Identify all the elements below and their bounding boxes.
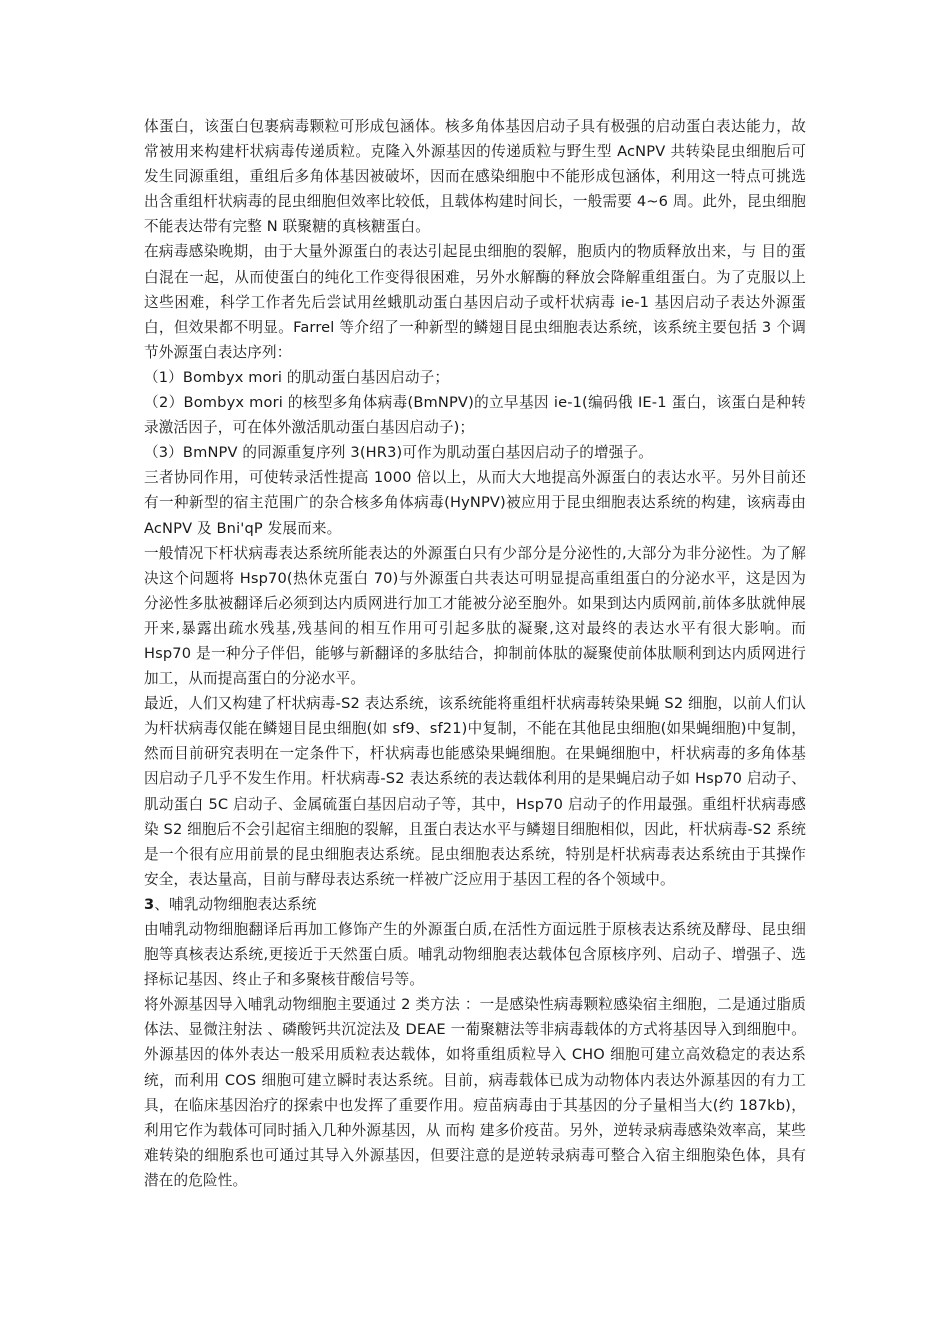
list-item-3: （3）BmNPV 的同源重复序列 3(HR3)可作为肌动蛋白基因启动子的增强子。 <box>144 444 654 462</box>
paragraph-synergy: 三者协同作用，可使转录活性提高 1000 倍以上，从而大大地提高外源蛋白的表达水平。另外目前还有一种新型的宿主范围广的杂合核多角体病毒(HyNPV)被应用于昆虫细胞表达系统的构建，该病毒由 AcNPV 及 Bni'qP 发展而来。 <box>144 469 806 537</box>
paragraph-late-infection: 在病毒感染晚期，由于大量外源蛋白的表达引起昆虫细胞的裂解，胞质内的物质释放出来，与 目的蛋白混在一起，从而使蛋白的纯化工作变得很困难，另外水解酶的释放会降解重组蛋白。为了克服以上这些困难，科学工作者先后尝试用丝蛾肌动蛋白基因启动子或杆状病毒 ie-1 基因启动子表达外源蛋白，但效果都不明显。Farrel 等介绍了一种新型的鳞翅目昆虫细胞表达系统，该系统主要包括 3 个调节外源蛋白表达序列： <box>144 243 806 361</box>
document-body <box>144 114 806 1193</box>
section-title: 、哺乳动物细胞表达系统 <box>154 895 317 913</box>
section-heading <box>144 892 806 917</box>
paragraph-mammalian-intro: 由哺乳动物细胞翻译后再加工修饰产生的外源蛋白质,在活性方面远胜于原核表达系统及酵母、昆虫细胞等真核表达系统,更接近于天然蛋白质。哺乳动物细胞表达载体包含原核序列、启动子、增强子、选择标记基因、终止子和多聚核苷酸信号等。 <box>144 921 806 989</box>
section-number: 3 <box>144 895 155 913</box>
list-item-2: （2）Bombyx mori 的核型多角体病毒(BmNPV)的立早基因 ie-1(编码俄 IE-1 蛋白，该蛋白是种转录激活因子，可在体外激活肌动蛋白基因启动子)； <box>144 394 806 437</box>
paragraph-s2-system: 最近，人们又构建了杆状病毒-S2 表达系统，该系统能将重组杆状病毒转染果蝇 S2 细胞，以前人们认为杆状病毒仅能在鳞翅目昆虫细胞(如 sf9、sf21)中复制，不能在其他昆虫细胞(如果蝇细胞)中复制，然而目前研究表明在一定条件下，杆状病毒也能感染果蝇细胞。在果蝇细胞中，杆状病毒的多角体基因启动子几乎不发生作用。杆状病毒-S2 表达系统的表达载体利用的是果蝇启动子如 Hsp70 启动子、肌动蛋白 5C 启动子、金属硫蛋白基因启动子等，其中，Hsp70 启动子的作用最强。重组杆状病毒感染 S2 细胞后不会引起宿主细胞的裂解，且蛋白表达水平与鳞翅目细胞相似，因此，杆状病毒-S2 系统是一个很有应用前景的昆虫细胞表达系统。昆虫细胞表达系统，特别是杆状病毒表达系统由于其操作安全，表达量高，目前与酵母表达系统一样被广泛应用于基因工程的各个领域中。 <box>144 695 806 888</box>
paragraph-hsp70: 一般情况下杆状病毒表达系统所能表达的外源蛋白只有少部分是分泌性的,大部分为非分泌性。为了解决这个问题将 Hsp70(热休克蛋白 70)与外源蛋白共表达可明显提高重组蛋白的分泌水平，这是因为分泌性多肽被翻译后必须到达内质网进行加工才能被分泌至胞外。如果到达内质网前,前体多肽就伸展开来,暴露出疏水残基,残基间的相互作用可引起多肽的凝聚,这对最终的表达水平有很大影响。而 Hsp70 是一种分子伴侣，能够与新翻译的多肽结合，抑制前体肽的凝聚使前体肽顺利到达内质网进行加工，从而提高蛋白的分泌水平。 <box>144 544 806 688</box>
paragraph-gene-transfer: 将外源基因导入哺乳动物细胞主要通过 2 类方法 ：一是感染性病毒颗粒感染宿主细胞，二是通过脂质体法、显微注射法 、磷酸钙共沉淀法及 DEAE 一葡聚糖法等非病毒载体的方式将基因导入到细胞中。外源基因的体外表达一般采用质粒表达载体，如将重组质粒导入 CHO 细胞可建立高效稳定的表达系统，而利用 COS 细胞可建立瞬时表达系统。目前，病毒载体已成为动物体内表达外源基因的有力工具，在临床基因治疗的探索中也发挥了重要作用。痘苗病毒由于其基因的分子量相当大(约 187kb)，利用它作为载体可同时插入几种外源基因，从 而构 建多价疫苗。另外，逆转录病毒感染效率高，某些难转染的细胞系也可通过其导入外源基因，但要注意的是逆转录病毒可整合入宿主细胞染色体，具有潜在的危险性。 <box>144 996 806 1189</box>
paragraph-baculovirus-intro: 体蛋白，该蛋白包裹病毒颗粒可形成包涵体。核多角体基因启动子具有极强的启动蛋白表达能力，故常被用来构建杆状病毒传递质粒。克隆入外源基因的传递质粒与野生型 AcNPV 共转染昆虫细胞后可发生同源重组，重组后多角体基因被破坏，因而在感染细胞中不能形成包涵体，利用这一特点可挑选 出含重组杆状病毒的昆虫细胞但效率比较低，且载体构建时间长，一般需要 4~6 周。此外，昆虫细胞不能表达带有完整 N 联聚糖的真核糖蛋白。 <box>144 118 806 236</box>
list-item-1: （1）Bombyx mori 的肌动蛋白基因启动子； <box>144 368 450 386</box>
